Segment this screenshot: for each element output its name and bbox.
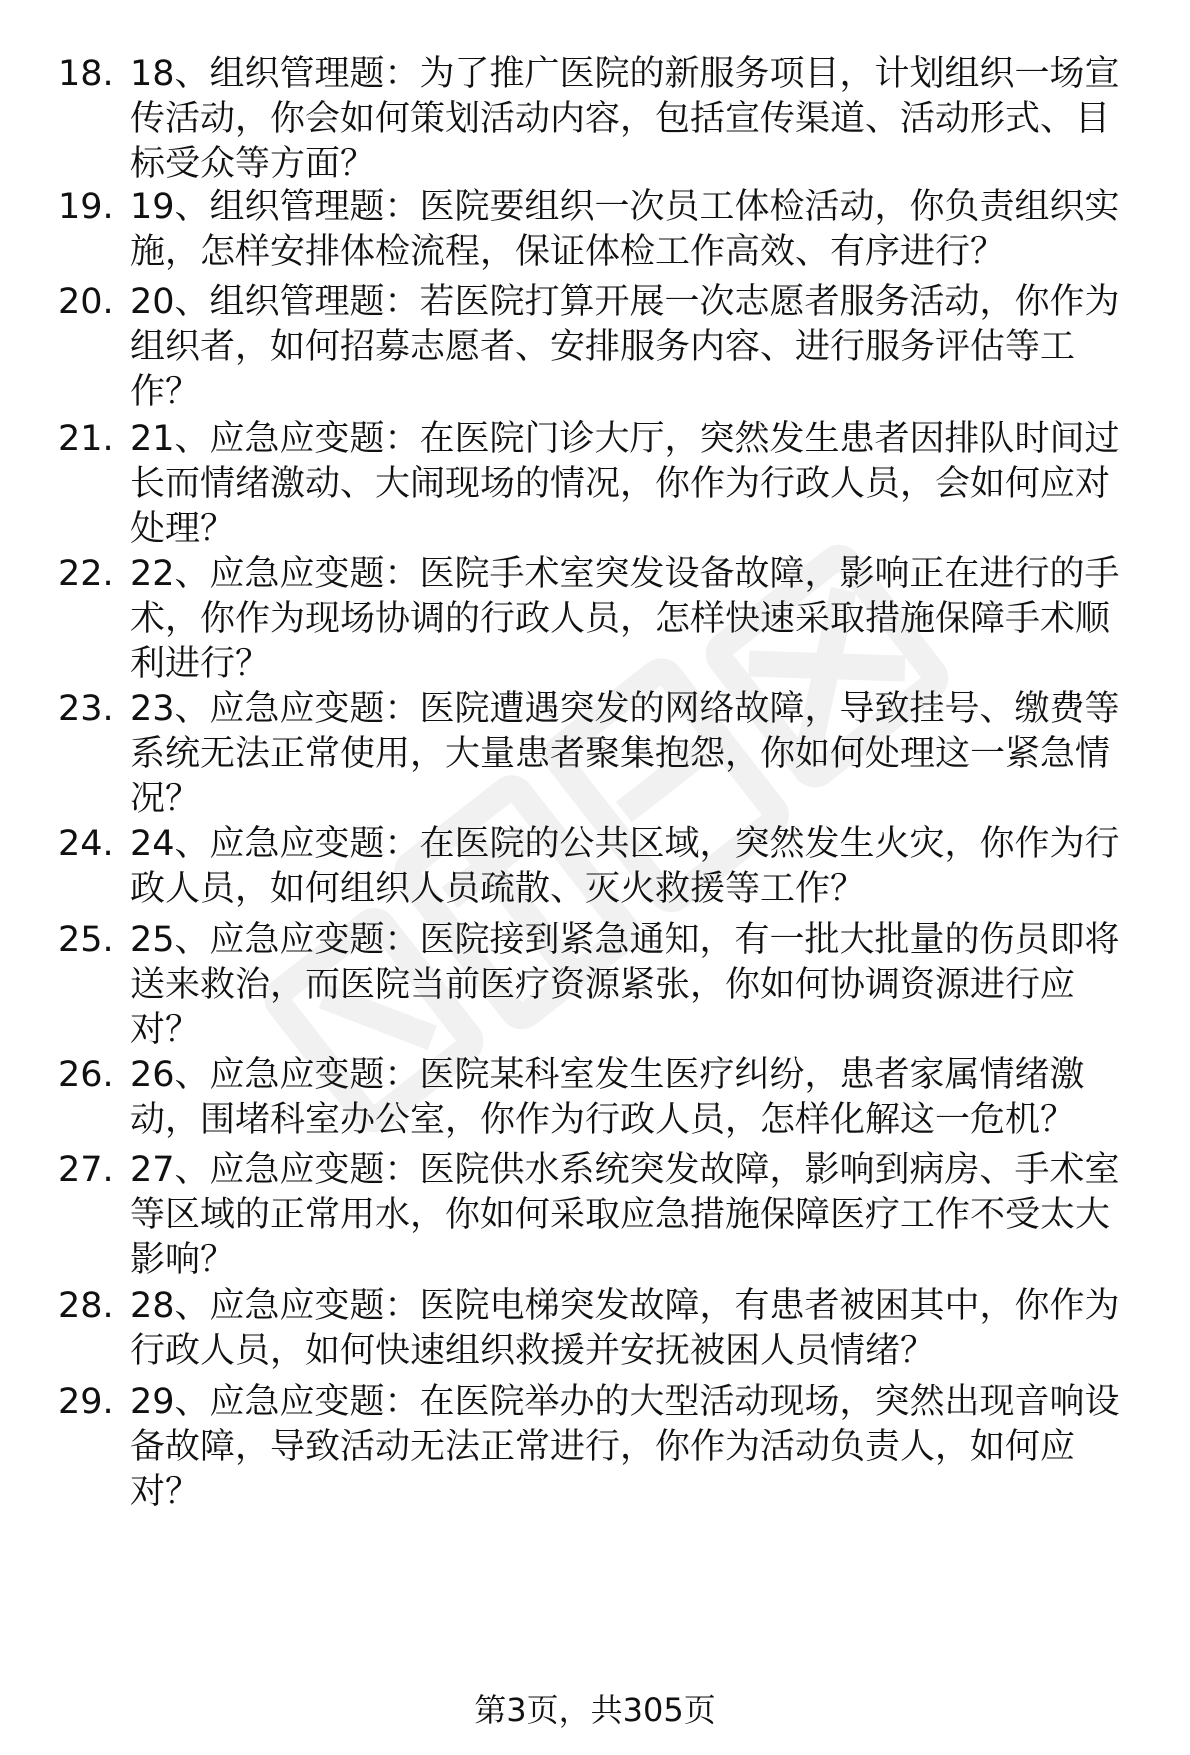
question-number: 22. bbox=[58, 554, 114, 594]
question-number: 28. bbox=[58, 1286, 114, 1326]
question-number: 27. bbox=[58, 1150, 114, 1190]
question-text: 23、应急应变题：医院遭遇突发的网络故障，导致挂号、缴费等系统无法正常使用，大量患者聚集抱怨，你如何处理这一紧急情况？ bbox=[130, 689, 1120, 819]
question-number: 25. bbox=[58, 920, 114, 960]
question-text: 24、应急应变题：在医院的公共区域，突然发生火灾，你作为行政人员，如何组织人员疏散、灭火救援等工作？ bbox=[130, 824, 1120, 909]
question-number: 26. bbox=[58, 1055, 114, 1095]
question-text: 19、组织管理题：医院要组织一次员工体检活动，你负责组织实施，怎样安排体检流程，保证体检工作高效、有序进行？ bbox=[130, 187, 1120, 272]
question-text: 28、应急应变题：医院电梯突发故障，有患者被困其中，你作为行政人员，如何快速组织救援并安抚被困人员情绪？ bbox=[130, 1286, 1120, 1371]
question-text: 25、应急应变题：医院接到紧急通知，有一批大批量的伤员即将送来救治，而医院当前医疗资源紧张，你如何协调资源进行应对？ bbox=[130, 920, 1120, 1050]
question-number: 23. bbox=[58, 689, 114, 729]
question-text: 20、组织管理题：若医院打算开展一次志愿者服务活动，你作为组织者，如何招募志愿者、安排服务内容、进行服务评估等工作？ bbox=[130, 282, 1120, 412]
question-text: 27、应急应变题：医院供水系统突发故障，影响到病房、手术室等区域的正常用水，你如何采取应急措施保障医疗工作不受太大影响？ bbox=[130, 1150, 1120, 1280]
question-text: 18、组织管理题：为了推广医院的新服务项目，计划组织一场宣传活动，你会如何策划活动内容，包括宣传渠道、活动形式、目标受众等方面？ bbox=[130, 54, 1120, 184]
question-number: 19. bbox=[58, 187, 114, 227]
page-footer: 第3页，共305页 bbox=[474, 1691, 716, 1729]
question-text: 22、应急应变题：医院手术室突发设备故障，影响正在进行的手术，你作为现场协调的行政人员，怎样快速采取措施保障手术顺利进行？ bbox=[130, 554, 1120, 684]
question-number: 20. bbox=[58, 282, 114, 322]
question-number: 21. bbox=[58, 419, 114, 459]
question-number: 18. bbox=[58, 54, 114, 94]
question-number: 24. bbox=[58, 824, 114, 864]
question-text: 26、应急应变题：医院某科室发生医疗纠纷，患者家属情绪激动，围堵科室办公室，你作为行政人员，怎样化解这一危机？ bbox=[130, 1055, 1085, 1140]
question-text: 21、应急应变题：在医院门诊大厅，突然发生患者因排队时间过长而情绪激动、大闹现场的情况，你作为行政人员，会如何应对处理？ bbox=[130, 419, 1120, 549]
question-number: 29. bbox=[58, 1382, 114, 1422]
question-text: 29、应急应变题：在医院举办的大型活动现场，突然出现音响设备故障，导致活动无法正常进行，你作为活动负责人，如何应对？ bbox=[130, 1382, 1120, 1512]
